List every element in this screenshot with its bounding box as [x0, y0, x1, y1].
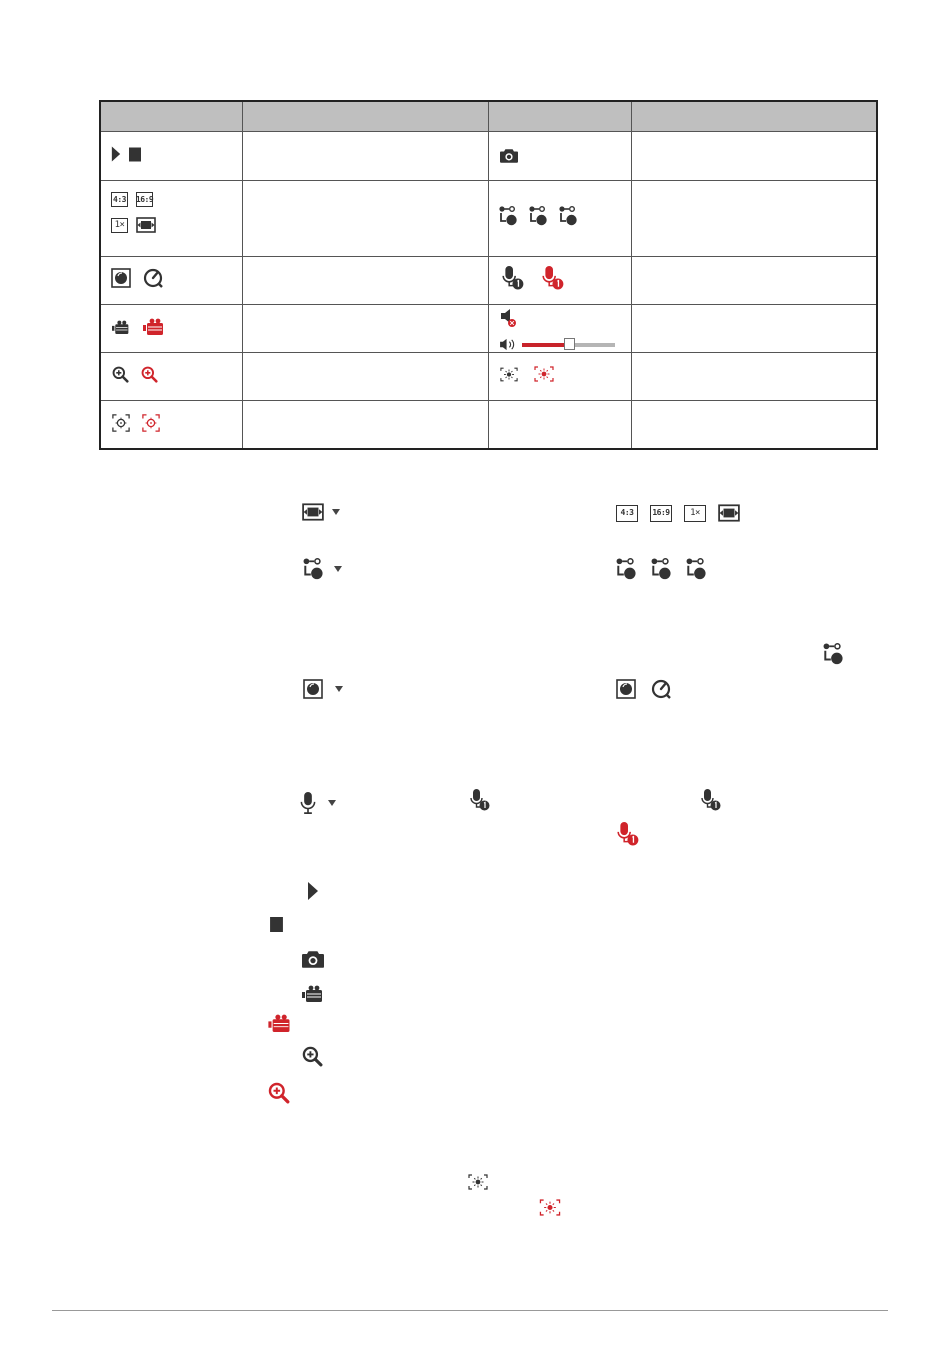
light-active-inline-icon [538, 1199, 562, 1221]
record-icon [302, 985, 324, 1003]
ratio-original-icon: 1× [684, 505, 706, 522]
stream-type-dropdown[interactable] [302, 558, 342, 580]
stream-1-icon [822, 643, 844, 665]
row-divider [101, 400, 876, 401]
icon-reference-table [99, 100, 878, 450]
ratio-4-3-icon: 4:3 [111, 192, 128, 207]
mic-active-icon [542, 266, 564, 290]
stop-inline-icon [270, 917, 283, 937]
light-icon [500, 367, 518, 382]
speed-icon [651, 679, 671, 699]
plugin-icon [111, 268, 131, 288]
ratio-auto-icon [302, 503, 324, 521]
ratio-auto-icon [136, 217, 156, 233]
row-divider [101, 180, 876, 181]
mic-icon [701, 789, 721, 811]
play-icon [307, 881, 319, 901]
plugin-icon [303, 679, 323, 699]
camera-icon [500, 148, 518, 163]
ratio-auto-icon [718, 504, 740, 522]
mic-icon [502, 266, 524, 290]
volume-slider-fill [522, 343, 569, 347]
light-active-icon [538, 1199, 562, 1216]
chevron-down-icon [332, 509, 340, 515]
volume-slider-thumb[interactable] [564, 338, 575, 350]
stream-inline-icon [822, 643, 844, 670]
column-divider [242, 102, 243, 448]
table-row-1-right-icons [500, 148, 518, 163]
zoom-active-icon [141, 366, 158, 383]
table-row-4-right-icons [500, 308, 516, 333]
chevron-down-icon [335, 686, 343, 692]
play-inline-icon [307, 881, 319, 906]
speed-icon [143, 268, 163, 288]
table-row-5-left-icons [112, 366, 158, 383]
window-size-dropdown[interactable] [302, 503, 340, 521]
plugin-icon [616, 679, 636, 699]
mic-active-inline-icon [617, 822, 639, 851]
column-divider [631, 102, 632, 448]
stream-3-icon [685, 558, 707, 580]
stream-2-icon [650, 558, 672, 580]
table-row-2-left-icons [111, 192, 171, 233]
record-active-icon [142, 318, 166, 336]
stream-3-icon [558, 206, 578, 226]
speaker-icon [499, 338, 516, 351]
table-row-4-left-icons [112, 318, 166, 336]
ratio-16-9-icon: 16:9 [136, 192, 153, 207]
volume-slider[interactable] [522, 343, 615, 347]
stream-2-icon [528, 206, 548, 226]
table-row-3-left-icons [111, 268, 163, 288]
camera-icon [302, 950, 324, 968]
plugin-options [616, 679, 671, 699]
mic-inline-icon-2 [701, 789, 721, 816]
ratio-original-icon: 1× [111, 218, 128, 233]
plugin-dropdown[interactable] [303, 679, 343, 699]
row-divider [101, 304, 876, 305]
record-icon [112, 320, 130, 335]
capture-inline-icon [302, 950, 324, 973]
column-divider [488, 102, 489, 448]
table-row-1-left-icons [111, 144, 141, 164]
row-divider [101, 256, 876, 257]
mic-inline-icon-1 [470, 789, 490, 816]
chevron-down-icon [334, 566, 342, 572]
light-active-icon [532, 366, 556, 382]
table-row-5-right-icons [500, 366, 556, 382]
footer-divider [52, 1310, 888, 1311]
ratio-16-9-icon: 16:9 [650, 505, 672, 522]
window-size-options [616, 504, 740, 522]
volume-control [499, 338, 615, 351]
mic-icon [470, 789, 490, 811]
zoom-icon [302, 1046, 323, 1067]
stop-icon [270, 917, 283, 932]
table-row-3-right-icons [502, 266, 564, 290]
light-inline-icon [468, 1174, 488, 1195]
record-active-icon [268, 1014, 292, 1033]
mute-icon [500, 308, 516, 328]
stream-type-options [615, 558, 707, 580]
table-row-2-right-icons [498, 206, 578, 226]
audio-dropdown[interactable] [300, 792, 336, 814]
ratio-4-3-icon: 4:3 [616, 505, 638, 522]
play-icon [111, 144, 121, 164]
focus-area-icon [112, 414, 130, 432]
mic-icon [300, 792, 316, 814]
row-divider [101, 352, 876, 353]
stream-1-icon [615, 558, 637, 580]
stream-1-icon [302, 558, 324, 580]
record-inline-icon [302, 985, 324, 1008]
chevron-down-icon [328, 800, 336, 806]
stop-icon [129, 147, 141, 162]
table-row-6-left-icons [112, 414, 160, 432]
stream-1-icon [498, 206, 518, 226]
record-active-inline-icon [268, 1014, 292, 1038]
zoom-active-icon [268, 1082, 290, 1104]
light-icon [468, 1174, 488, 1190]
focus-area-active-icon [142, 414, 160, 432]
zoom-inline-icon [302, 1046, 323, 1072]
zoom-active-inline-icon [268, 1082, 290, 1109]
zoom-icon [112, 366, 129, 383]
mic-active-icon [617, 822, 639, 846]
